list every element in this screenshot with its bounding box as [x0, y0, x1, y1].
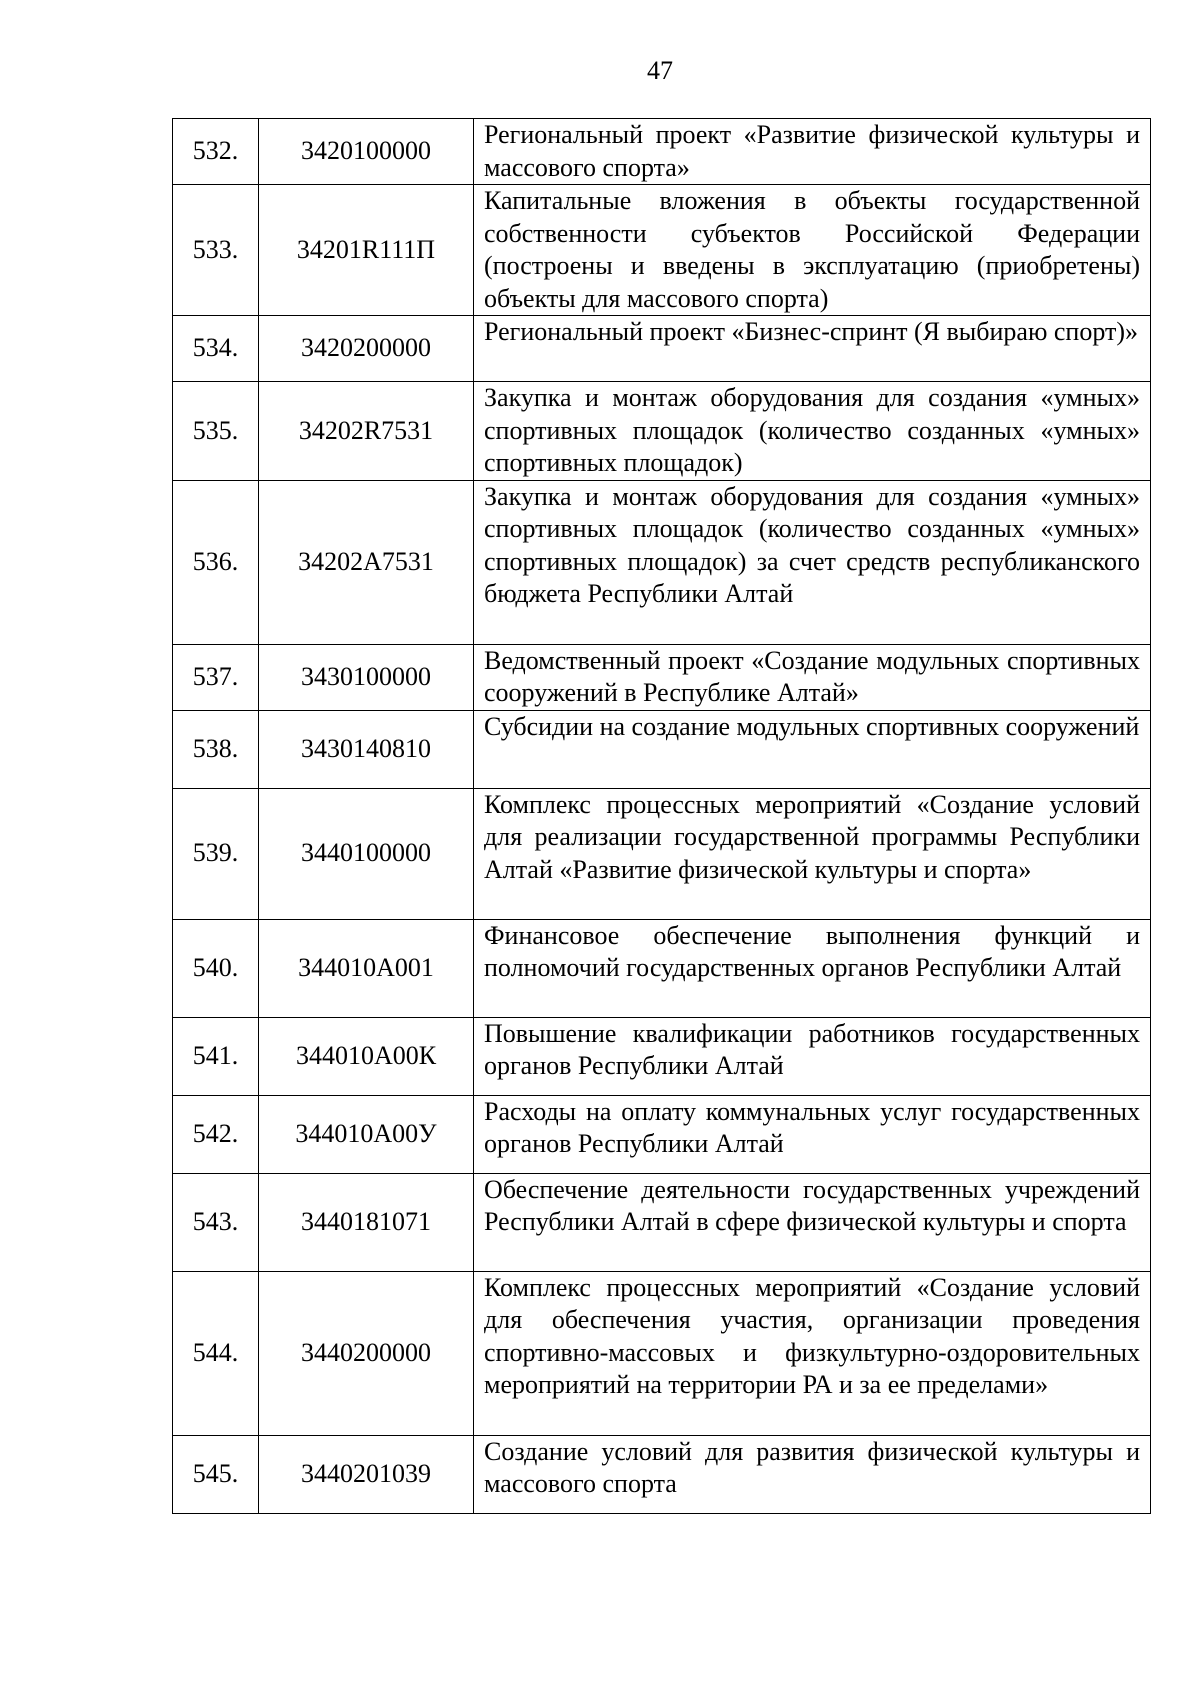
row-number: 541. [173, 1017, 259, 1095]
target-code: 3420200000 [259, 316, 474, 382]
table-row [173, 644, 1151, 710]
expense-name-text: Капитальные вложения в объекты государственной собственности субъектов Российской Федерации (построены и введены в эксплуатацию (приобретены) объекты для массового спорта) [484, 186, 1140, 313]
row-number: 533. [173, 185, 259, 316]
expense-name [474, 1435, 1151, 1513]
table-row [173, 1271, 1151, 1435]
table-row [173, 1017, 1151, 1095]
expense-name-text: Финансовое обеспечение выполнения функций и полномочий государственных органов Республики Алтай [484, 920, 1140, 982]
expense-name [474, 1271, 1151, 1435]
expense-name [474, 710, 1151, 788]
target-code: 3440100000 [259, 788, 474, 919]
row-number: 534. [173, 316, 259, 382]
expense-name-text: Субсидии на создание модульных спортивных сооружений [484, 711, 1140, 741]
table-row [173, 185, 1151, 316]
expense-name-text: Комплекс процессных мероприятий «Создание условий для реализации государственной программы Республики Алтай «Развитие физической культуры и спорта» [484, 789, 1140, 884]
table-row [173, 1173, 1151, 1271]
target-code: 34202A7531 [259, 480, 474, 644]
expense-name [474, 919, 1151, 1017]
target-code: 344010A001 [259, 919, 474, 1017]
table-row [173, 382, 1151, 481]
row-number: 542. [173, 1095, 259, 1173]
table-row [173, 788, 1151, 919]
target-code: 34202R7531 [259, 382, 474, 481]
table-row [173, 316, 1151, 382]
target-code: 3440201039 [259, 1435, 474, 1513]
expense-name-text: Расходы на оплату коммунальных услуг государственных органов Республики Алтай [484, 1096, 1140, 1158]
expense-name [474, 185, 1151, 316]
target-code: 3430100000 [259, 644, 474, 710]
expense-name [474, 644, 1151, 710]
table-row [173, 480, 1151, 644]
row-number: 544. [173, 1271, 259, 1435]
target-code: 344010A00К [259, 1017, 474, 1095]
expense-name-text: Повышение квалификации работников государственных органов Республики Алтай [484, 1018, 1140, 1080]
row-number: 539. [173, 788, 259, 919]
expense-name-text: Закупка и монтаж оборудования для создания «умных» спортивных площадок (количество созданных «умных» спортивных площадок) [484, 383, 1140, 477]
expense-name-text: Ведомственный проект «Создание модульных спортивных сооружений в Республике Алтай» [484, 645, 1140, 707]
expense-name-text: Комплекс процессных мероприятий «Создание условий для обеспечения участия, организации проведения спортивно-массовых и физкультурно-оздоровительных мероприятий на территории РА и за ее пределами» [484, 1272, 1140, 1399]
target-code: 3430140810 [259, 710, 474, 788]
row-number: 537. [173, 644, 259, 710]
row-number: 532. [173, 119, 259, 185]
expense-name [474, 119, 1151, 185]
row-number: 545. [173, 1435, 259, 1513]
table-row [173, 1095, 1151, 1173]
table-row [173, 710, 1151, 788]
expense-name [474, 1173, 1151, 1271]
table-row [173, 119, 1151, 185]
page-number: 47 [647, 56, 673, 85]
row-number: 535. [173, 382, 259, 481]
expense-name-text: Обеспечение деятельности государственных учреждений Республики Алтай в сфере физической культуры и спорта [484, 1174, 1140, 1236]
expense-name [474, 1017, 1151, 1095]
expense-name [474, 480, 1151, 644]
target-code: 3440200000 [259, 1271, 474, 1435]
target-code: 3440181071 [259, 1173, 474, 1271]
expense-name [474, 316, 1151, 382]
expense-name [474, 788, 1151, 919]
table-row [173, 1435, 1151, 1513]
row-number: 543. [173, 1173, 259, 1271]
row-number: 536. [173, 480, 259, 644]
target-code: 3420100000 [259, 119, 474, 185]
expense-name-text: Закупка и монтаж оборудования для создания «умных» спортивных площадок (количество созданных «умных» спортивных площадок) за счет средств республиканского бюджета Республики Алтай [484, 481, 1140, 608]
expense-name [474, 1095, 1151, 1173]
row-number: 540. [173, 919, 259, 1017]
target-code: 344010A00У [259, 1095, 474, 1173]
table-row [173, 919, 1151, 1017]
expense-name-text: Региональный проект «Бизнес-спринт (Я выбираю спорт)» [484, 317, 1139, 346]
budget-classification-table [172, 118, 1151, 1514]
expense-name-text: Создание условий для развития физической культуры и массового спорта [484, 1436, 1140, 1498]
expense-name-text: Региональный проект «Развитие физической культуры и массового спорта» [484, 120, 1140, 182]
expense-name [474, 382, 1151, 481]
row-number: 538. [173, 710, 259, 788]
target-code: 34201R111П [259, 185, 474, 316]
